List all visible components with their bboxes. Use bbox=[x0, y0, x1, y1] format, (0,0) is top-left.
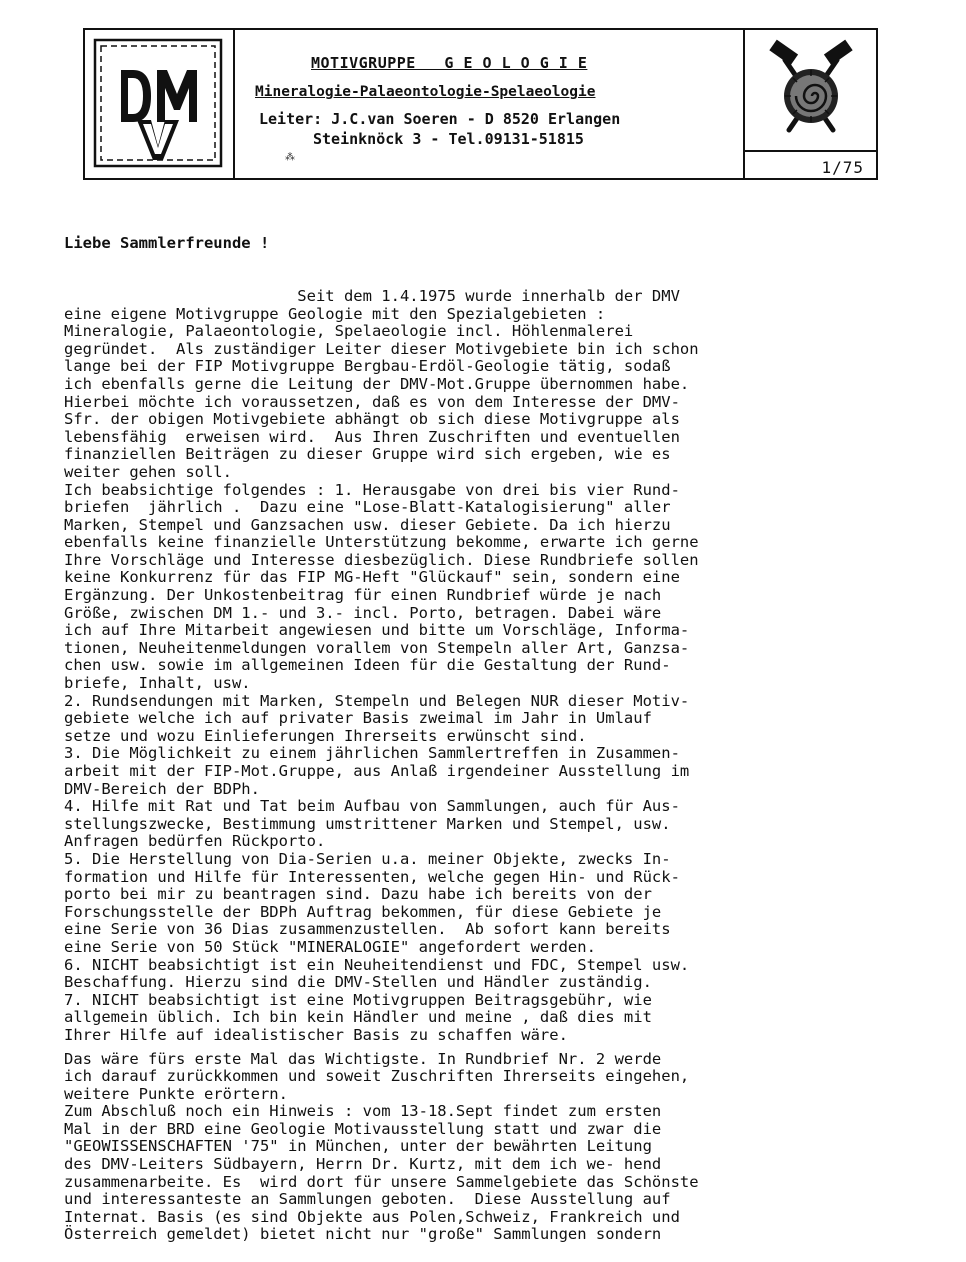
letter-line: porto bei mir zu beantragen sind. Dazu habe ich bereits von der bbox=[64, 885, 652, 904]
letter-line: briefe, Inhalt, usw. bbox=[64, 674, 251, 693]
letter-line: chen usw. sowie im allgemeinen Ideen für die Gestaltung der Rund- bbox=[64, 656, 671, 675]
letter-line: eine eigene Motivgruppe Geologie mit den Spezialgebieten : bbox=[64, 304, 606, 323]
letter-line: tionen, Neuheitenmeldungen vorallem von Stempeln aller Art, Ganzsa- bbox=[64, 638, 690, 657]
letter-line: Anfragen bedürfen Rückporto. bbox=[64, 832, 326, 851]
letter-line: gebiete welche ich auf privater Basis zweimal im Jahr in Umlauf bbox=[64, 709, 652, 728]
letterhead-text bbox=[235, 30, 743, 178]
letter-line: finanziellen Beiträgen zu dieser Gruppe wird sich ergeben, wie es bbox=[64, 445, 671, 464]
closing-line: Zum Abschluß noch ein Hinweis : vom 13-18.Sept findet zum ersten bbox=[64, 1102, 662, 1121]
letterhead bbox=[83, 28, 878, 180]
letter-line: weiter gehen soll. bbox=[64, 462, 232, 481]
letter-line: Marken, Stempel und Ganzsachen usw. dieser Gebiete. Da ich hierzu bbox=[64, 515, 671, 534]
letter-line: 6. NICHT beabsichtigt ist ein Neuheitendienst und FDC, Stempel usw. bbox=[64, 955, 690, 974]
letter-line: ebenfalls keine finanzielle Unterstützung bekomme, erwarte ich gerne bbox=[64, 533, 699, 552]
letter-line: Größe, zwischen DM 1.- und 3.- incl. Porto, betragen. Dabei wäre bbox=[64, 603, 662, 622]
greeting: Liebe Sammlerfreunde ! bbox=[64, 234, 270, 253]
letter-line: setze und wozu Einlieferungen Ihrerseits erwünscht sind. bbox=[64, 726, 587, 745]
closing-line: des DMV-Leiters Südbayern, Herrn Dr. Kurtz, mit dem ich we- hend bbox=[64, 1155, 662, 1174]
address-line: Steinknöck 3 - Tel.09131-51815 bbox=[313, 130, 584, 148]
letter-line: Forschungsstelle der BDPh Auftrag bekommen, für diese Gebiete je bbox=[64, 902, 662, 921]
leader-line: Leiter: J.C.van Soeren - D 8520 Erlangen bbox=[259, 110, 621, 128]
dmv-logo bbox=[85, 30, 235, 178]
letter-line: 4. Hilfe mit Rat und Tat beim Aufbau von Sammlungen, auch für Aus- bbox=[64, 797, 680, 816]
letter-line: eine Serie von 50 Stück "MINERALOGIE" angefordert werden. bbox=[64, 937, 596, 956]
letter-body bbox=[64, 200, 864, 1244]
closing-line: weitere Punkte erörtern. bbox=[64, 1084, 288, 1103]
letter-line: formation und Hilfe für Interessenten, welche gegen Hin- und Rück- bbox=[64, 867, 680, 886]
letter-line: Hierbei möchte ich voraussetzen, daß es von dem Interesse der DMV- bbox=[64, 392, 680, 411]
closing-line: Mal in der BRD eine Geologie Motivausstellung statt und zwar die bbox=[64, 1119, 662, 1138]
letter-line: 3. Die Möglichkeit zu einem jährlichen Sammlertreffen in Zusammen- bbox=[64, 744, 680, 763]
issue-number: 1/75 bbox=[821, 158, 864, 177]
print-speck: ⁂ bbox=[285, 152, 295, 163]
letter-line: ich ebenfalls gerne die Leitung der DMV-Mot.Gruppe übernommen habe. bbox=[64, 374, 690, 393]
letter-line: allgemein üblich. Ich bin kein Händler und meine , daß dies mit bbox=[64, 1008, 652, 1027]
dmv-stamp-icon bbox=[85, 30, 231, 176]
group-title: MOTIVGRUPPE G E O L O G I E bbox=[311, 54, 588, 72]
emblem-cell bbox=[745, 30, 876, 152]
closing-line: Österreich gemeldet) bietet nicht nur "große" Sammlungen sondern bbox=[64, 1225, 662, 1244]
letter-line: gegründet. Als zuständiger Leiter dieser Motivgebiete bin ich schon bbox=[64, 339, 699, 358]
letter-line: lebensfähig erweisen wird. Aus Ihren Zuschriften und eventuellen bbox=[64, 427, 680, 446]
letter-line: 2. Rundsendungen mit Marken, Stempeln und Belegen NUR dieser Motiv- bbox=[64, 691, 690, 710]
letter-line: Ergänzung. Der Unkostenbeitrag für einen Rundbrief würde je nach bbox=[64, 586, 662, 605]
closing-line: und interessanteste an Sammlungen geboten. Diese Ausstellung auf bbox=[64, 1190, 671, 1209]
letter-line: Sfr. der obigen Motivgebiete abhängt ob sich diese Motivgruppe als bbox=[64, 410, 680, 429]
letter-line: 7. NICHT beabsichtigt ist eine Motivgruppen Beitragsgebühr, wie bbox=[64, 990, 652, 1009]
letter-line: Ich beabsichtige folgendes : 1. Herausgabe von drei bis vier Rund- bbox=[64, 480, 680, 499]
closing-line: "GEOWISSENSCHAFTEN '75" in München, unter der bewährten Leitung bbox=[64, 1137, 652, 1156]
letter-line: Seit dem 1.4.1975 wurde innerhalb der DMV bbox=[64, 286, 680, 305]
letter-line: Beschaffung. Hierzu sind die DMV-Stellen und Händler zuständig. bbox=[64, 973, 652, 992]
letter-line: briefen jährlich . Dazu eine "Lose-Blatt-Katalogisierung" aller bbox=[64, 498, 671, 517]
closing-line: Das wäre fürs erste Mal das Wichtigste. In Rundbrief Nr. 2 werde bbox=[64, 1049, 662, 1068]
closing-line: Internat. Basis (es sind Objekte aus Polen,Schweiz, Frankreich und bbox=[64, 1207, 680, 1226]
letter-line: DMV-Bereich der BDPh. bbox=[64, 779, 260, 798]
group-subtitle: Mineralogie-Palaeontologie-Spelaeologie bbox=[255, 84, 596, 100]
closing-line: ich darauf zurückkommen und soweit Zuschriften Ihrerseits eingehen, bbox=[64, 1067, 690, 1086]
letter-line: Ihre Vorschläge und Interesse diesbezüglich. Diese Rundbriefe sollen bbox=[64, 550, 699, 569]
letter-line: 5. Die Herstellung von Dia-Serien u.a. meiner Objekte, zwecks In- bbox=[64, 849, 671, 868]
letter-line: arbeit mit der FIP-Mot.Gruppe, aus Anlaß irgendeiner Ausstellung im bbox=[64, 762, 690, 780]
letter-line: lange bei der FIP Motivgruppe Bergbau-Erdöl-Geologie tätig, sodaß bbox=[64, 357, 671, 376]
letter-line: eine Serie von 36 Dias zusammenzustellen. Ab sofort kann bereits bbox=[64, 920, 671, 939]
closing-line: zusammenarbeite. Es wird dort für unsere Sammelgebiete das Schönste bbox=[64, 1172, 699, 1191]
letter-line: Mineralogie, Palaeontologie, Spelaeologie incl. Höhlenmalerei bbox=[64, 322, 634, 341]
letter-line: stellungszwecke, Bestimmung umstrittener Marken und Stempel, usw. bbox=[64, 814, 671, 833]
letter-line: ich auf Ihre Mitarbeit angewiesen und bitte um Vorschläge, Informa- bbox=[64, 621, 690, 640]
hammer-ammonite-icon bbox=[745, 30, 876, 150]
letterhead-emblem-box bbox=[743, 30, 876, 178]
letter-line: Ihrer Hilfe auf idealistischer Basis zu schaffen wäre. bbox=[64, 1025, 568, 1044]
letter-line: keine Konkurrenz für das FIP MG-Heft "Glückauf" sein, sondern eine bbox=[64, 568, 680, 587]
